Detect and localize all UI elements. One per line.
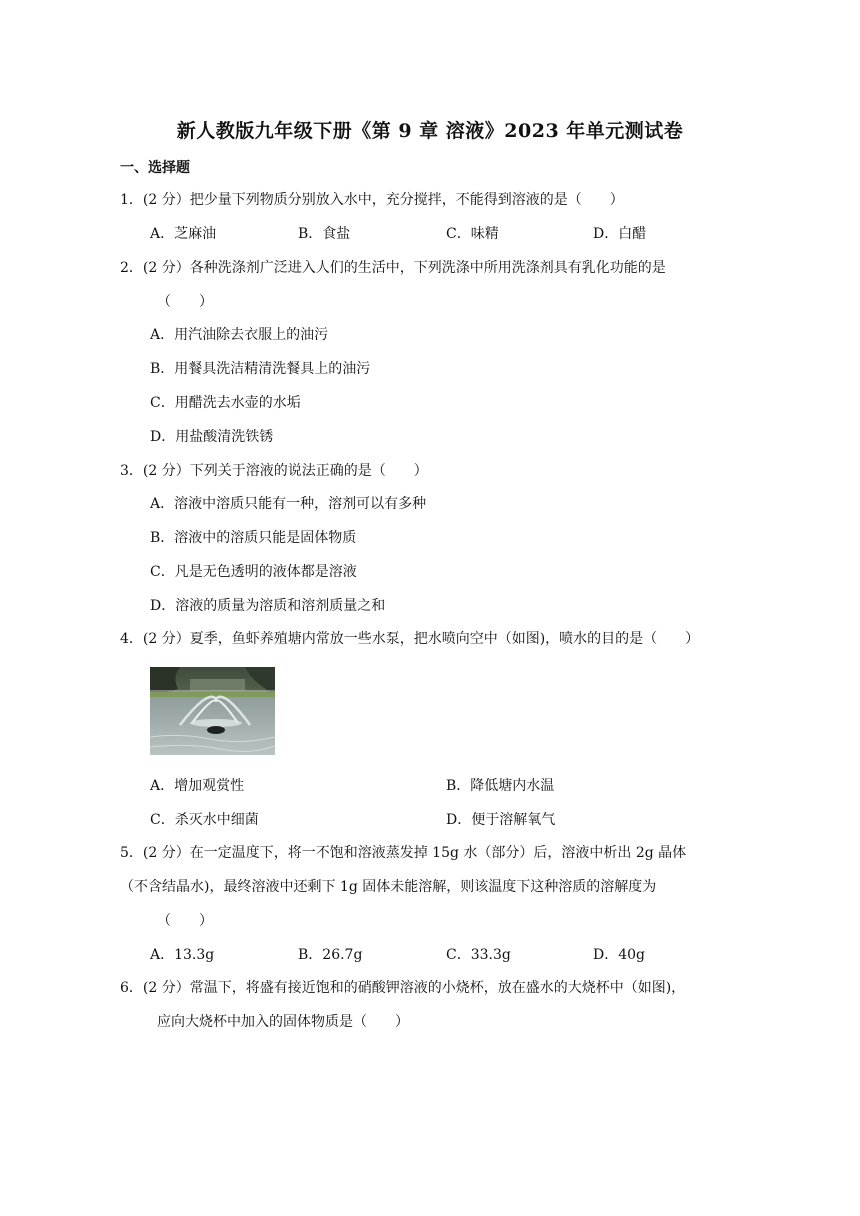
exam-title: 新人教版九年级下册《第 9 章 溶液》2023 年单元测试卷 <box>176 120 684 142</box>
option-c: C．用醋洗去水壶的水垢 <box>150 395 301 411</box>
question-stem: 2．(2 分）各种洗涤剂广泛进入人们的生活中，下列洗涤中所用洗涤剂具有乳化功能的是 <box>120 260 666 276</box>
option-d: D．白醋 <box>593 226 647 242</box>
question-5 <box>120 836 744 938</box>
option-a: A．增加观赏性 <box>150 778 245 794</box>
question-stem-continued: 应向大烧杯中加入的固体物质是（ ） <box>157 1014 409 1030</box>
question-2 <box>120 251 744 319</box>
option-d: D．40g <box>593 947 646 963</box>
option-c: C．味精 <box>446 226 499 242</box>
option-a: A．芝麻油 <box>150 226 217 242</box>
question-stem: 5．(2 分）在一定温度下，将一不饱和溶液蒸发掉 15g 水（部分）后，溶液中析出 2g 晶体 <box>120 845 687 861</box>
option-b: B．用餐具洗洁精清洗餐具上的油污 <box>150 361 371 377</box>
option-b: B．26.7g <box>298 947 363 963</box>
option-c: C．33.3g <box>446 947 511 963</box>
option-a: A．溶液中溶质只能有一种，溶剂可以有多种 <box>150 496 427 512</box>
option-b: B．食盐 <box>298 226 351 242</box>
question-1 <box>120 183 744 217</box>
answer-blank: （ ） <box>157 294 213 310</box>
section-heading: 一、选择题 <box>120 160 190 176</box>
question-6 <box>120 971 744 1039</box>
fountain-pond-image <box>150 667 275 755</box>
option-a: A．13.3g <box>150 947 215 963</box>
question-stem: 4．(2 分）夏季，鱼虾养殖塘内常放一些水泵，把水喷向空中（如图)，喷水的目的是（ ） <box>120 631 700 647</box>
question-stem-continued: （不含结晶水)，最终溶液中还剩下 1g 固体未能溶解，则该温度下这种溶质的溶解度为 <box>120 879 657 895</box>
question-3 <box>120 454 744 488</box>
option-d: D．用盐酸清洗铁锈 <box>150 429 274 445</box>
option-d: D．便于溶解氧气 <box>446 812 556 828</box>
question-4 <box>120 622 744 656</box>
option-b: B．溶液中的溶质只能是固体物质 <box>150 530 357 546</box>
option-c: C．凡是无色透明的液体都是溶液 <box>150 564 357 580</box>
answer-blank: （ ） <box>157 913 213 929</box>
option-a: A．用汽油除去衣服上的油污 <box>150 327 329 343</box>
option-b: B．降低塘内水温 <box>446 778 555 794</box>
question-stem: 6．(2 分）常温下，将盛有接近饱和的硝酸钾溶液的小烧杯，放在盛水的大烧杯中（如图)， <box>120 980 686 996</box>
question-stem: 3．(2 分）下列关于溶液的说法正确的是（ ） <box>120 463 428 479</box>
option-c: C．杀灭水中细菌 <box>150 812 259 828</box>
question-stem: 1．(2 分）把少量下列物质分别放入水中，充分搅拌，不能得到溶液的是（ ） <box>120 192 624 208</box>
option-d: D．溶液的质量为溶质和溶剂质量之和 <box>150 598 386 614</box>
